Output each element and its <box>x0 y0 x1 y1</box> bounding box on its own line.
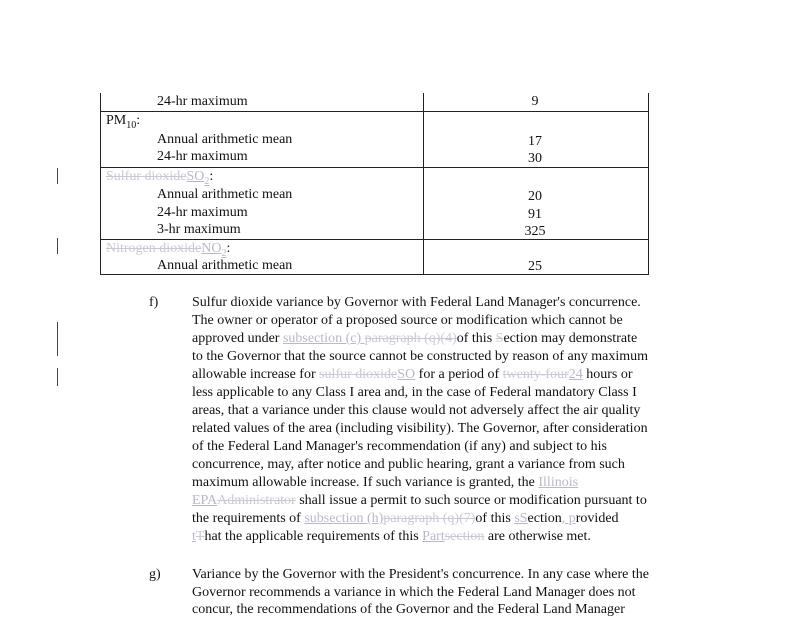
row-label: 24-hr maximum <box>157 94 248 109</box>
row-label: 24-hr maximum <box>157 205 248 220</box>
row-label: Annual arithmetic mean <box>157 187 293 202</box>
row-value: 325 <box>524 224 546 239</box>
para-f-line: less applicable to any Class I area and, in the case of Federal mandatory Class I <box>192 385 637 400</box>
para-g-line: concur, the recommendations of the Governor and the Federal Land Manager <box>192 602 625 617</box>
paragraph-label-f: f) <box>149 295 159 310</box>
pollutant-heading: Nitrogen dioxideNO$_2$: <box>106 241 231 259</box>
pollutant-heading: Sulfur dioxideSO$_2$: <box>106 169 214 187</box>
para-f-line: to the Governor that the source cannot be constructed by reason of any maximum <box>192 349 649 364</box>
para-f-line: maximum allowable increase. If such variance is granted, the Illinois <box>192 475 579 490</box>
para-g-line: Variance by the Governor with the President's concurrence. In any case where the <box>192 567 649 582</box>
para-f-line: of the Federal Land Manager's recommendation (if any) and subject to his <box>192 439 607 454</box>
pollutant-heading: $PM_{10}$: <box>106 113 141 131</box>
para-f-line: areas, that a variance under this clause would not adversely affect the air quality <box>192 403 641 418</box>
para-f-line: approved under subsection (c) paragraph (q)(4)of this Section may demonstrate <box>192 331 638 346</box>
row-label: Annual arithmetic mean <box>157 132 293 147</box>
row-label: 24-hr maximum <box>157 149 248 164</box>
row-value: 30 <box>528 151 542 166</box>
para-g-line: Governor recommends a variance in which the Federal Land Manager does not <box>192 585 636 600</box>
row-value: 17 <box>528 134 542 149</box>
para-f-line: EPAAdministrator shall issue a permit to such source or modification pursuant to <box>192 493 647 508</box>
row-value: 25 <box>528 259 542 274</box>
para-f-line: Sulfur dioxide variance by Governor with Federal Land Manager's concurrence. <box>192 295 641 310</box>
paragraph-label-g: g) <box>149 567 161 582</box>
row-label: 3-hr maximum <box>157 222 241 237</box>
para-f-line: related values of the area (including visibility). The Governor, after consideration <box>192 421 648 436</box>
row-value: 20 <box>528 189 542 204</box>
row-label: Annual arithmetic mean <box>157 258 293 273</box>
para-f-line: allowable increase for sulfur dioxideSO for a period of twenty-four24 hours or <box>192 367 633 382</box>
change-bar <box>57 238 58 254</box>
para-f-line: tThat the applicable requirements of this Partsection are otherwise met. <box>192 529 591 544</box>
change-bar <box>57 322 58 356</box>
row-value: 91 <box>528 207 542 222</box>
row-value: 9 <box>531 94 539 109</box>
para-f-line: the requirements of subsection (h)paragraph (q)(7)of this sSection, provided <box>192 511 619 526</box>
increment-table <box>100 93 649 275</box>
change-bar <box>57 168 58 184</box>
change-bar <box>57 368 58 386</box>
para-f-line: concurrence, may, after notice and public hearing, grant a variance from such <box>192 457 625 472</box>
para-f-line: The owner or operator of a proposed source or modification which cannot be <box>192 313 623 328</box>
